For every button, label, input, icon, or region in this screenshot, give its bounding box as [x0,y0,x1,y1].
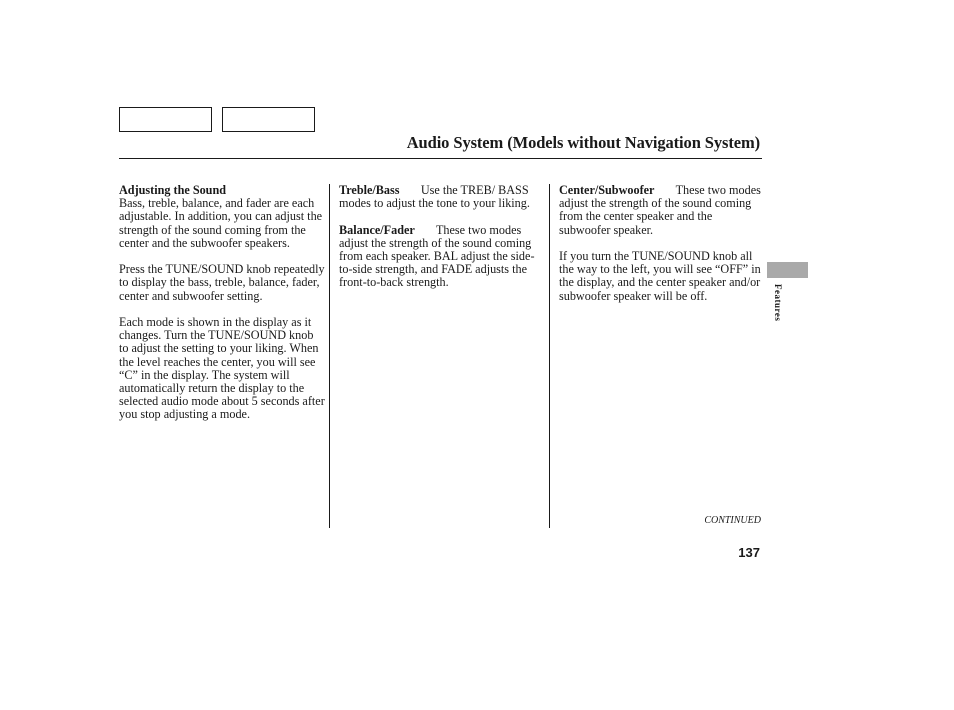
paragraph-balance-fader: Balance/Fader These two modes adjust the strength of the sound coming from each speaker. BAL adjust the side-to-side strength, and FADE adjusts the front-to-back strength. [339,222,535,290]
section-label-features: Features [773,284,783,322]
heading-center-subwoofer: Center/Subwoofer [559,183,655,197]
nav-button-table-of-contents[interactable] [222,107,315,132]
column-center-subwoofer [559,184,761,316]
paragraph-adjustable: Bass, treble, balance, and fader are each adjustable. In addition, you can adjust the strength of the sound coming from the center and the subwoofer speakers. [119,196,323,250]
column-adjusting-sound [119,184,325,435]
page-title: Audio System (Models without Navigation System) [406,133,760,152]
column-divider [549,184,550,528]
paragraph-treble-bass: Treble/Bass Use the TREB/ BASS modes to adjust the tone to your liking. [339,183,530,211]
column-treble-balance [339,184,540,303]
paragraph-mode-display: Each mode is shown in the display as it changes. Turn the TUNE/SOUND knob to adjust the setting to your liking. When the level reaches the center, you will see “C” in the display. The system will automatically return the display to the selected audio mode about 5 seconds after you stop adjusting a mode. [119,315,325,422]
nav-button-main-menu[interactable] [119,107,212,132]
heading-adjusting-sound: Adjusting the Sound [119,183,227,197]
heading-balance-fader: Balance/Fader [339,222,415,237]
section-tab-marker[interactable] [767,262,808,278]
paragraph-turn-off: If you turn the TUNE/SOUND knob all the way to the left, you will see “OFF” in the display, and the center speaker and/or subwoofer speaker will be off. [559,249,761,303]
column-divider [329,184,330,528]
paragraph-center-subwoofer: Center/Subwoofer These two modes adjust the strength of the sound coming from the center speaker and the subwoofer speaker. [559,183,761,237]
heading-treble-bass: Treble/Bass [339,183,400,197]
page-number: 137 [738,545,760,560]
title-divider [119,158,762,159]
continued-label: CONTINUED [704,515,761,526]
paragraph-press-knob: Press the TUNE/SOUND knob repeatedly to display the bass, treble, balance, fader, center and subwoofer setting. [119,262,325,303]
